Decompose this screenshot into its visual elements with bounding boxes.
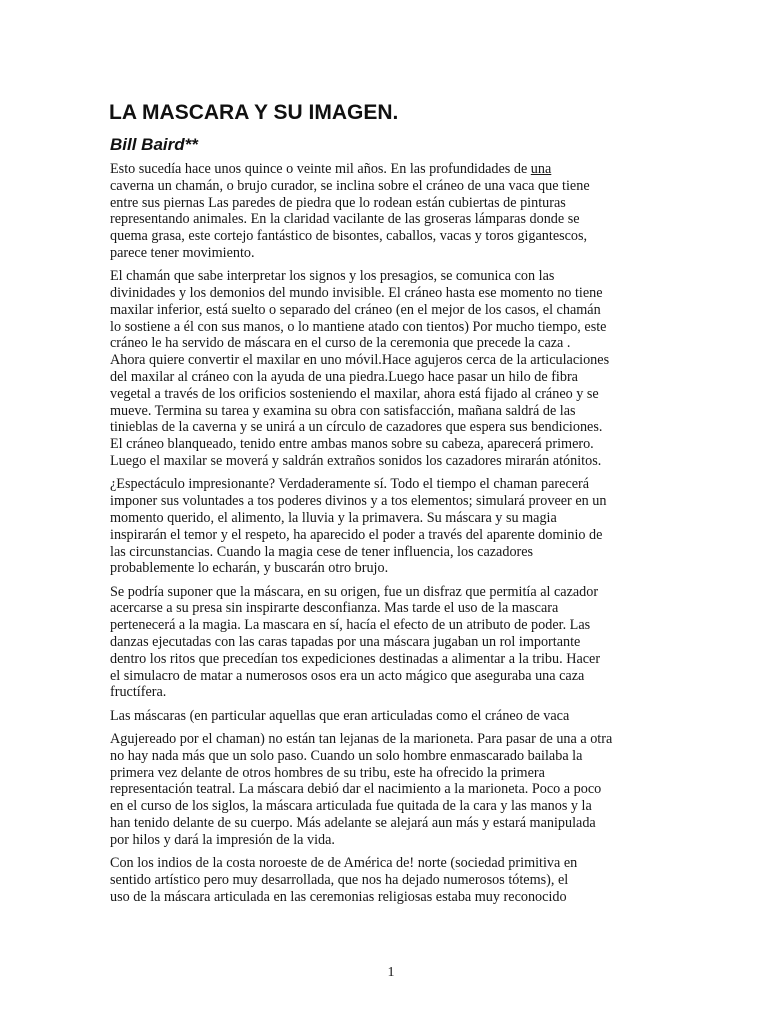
text-line: danzas ejecutadas con las caras tapadas por una máscara jugaban un rol importante [110, 634, 581, 651]
paragraph-4 [110, 584, 670, 702]
text-line: Las máscaras (en particular aquellas que eran articuladas como el cráneo de vaca [110, 707, 570, 724]
text-line: entre sus piernas Las paredes de piedra que lo rodean están cubiertas de pinturas [110, 194, 566, 211]
paragraph-1 [110, 161, 670, 262]
paragraph-2 [110, 268, 670, 470]
text-line: en el curso de los siglos, la máscara articulada fue quitada de la cara y las manos y la [110, 798, 592, 815]
text-line: ¿Espectáculo impresionante? Verdaderamente sí. Todo el tiempo el chaman parecerá [110, 476, 590, 493]
text-line: no hay nada más que un solo paso. Cuando un solo hombre enmascarado bailaba la [110, 747, 583, 764]
text-line: maxilar inferior, está suelto o separado del cráneo (en el mejor de los casos, el chamán [110, 301, 601, 318]
text-line: del maxilar al cráneo con la ayuda de una piedra.Luego hace pasar un hilo de fibra [110, 369, 578, 386]
text-line: Luego el maxilar se moverá y saldrán extraños sonidos los cazadores mirarán atónitos. [110, 453, 602, 470]
text-line: uso de la máscara articulada en las ceremonias religiosas estaba muy reconocido [110, 888, 567, 905]
text-line: pertenecerá a la magia. La mascara en sí, hacía el efecto de un atributo de poder. Las [110, 617, 591, 634]
page-number: 1 [387, 965, 395, 980]
text-line: quema grasa, este cortejo fantástico de bisontes, caballos, vacas y toros gigantescos, [110, 228, 588, 245]
text-line: Agujereado por el chaman) no están tan lejanas de la marioneta. Para pasar de una a otra [110, 731, 613, 747]
text-line: probablemente lo echarán, y buscarán otro brujo. [110, 560, 389, 577]
text-line: fructífera. [110, 684, 167, 701]
text-line: el simulacro de matar a numerosos osos era un acto mágico que aseguraba una caza [110, 667, 585, 684]
text-line: parece tener movimiento. [110, 244, 255, 261]
paragraph-3 [110, 476, 670, 577]
text-line: tinieblas de la caverna y se unirá a un círculo de cazadores que espera sus bendiciones. [110, 419, 603, 436]
article-body [110, 161, 670, 912]
text-line: lo sostiene a él con sus manos, o lo mantiene atado con tientos) Por mucho tiempo, este [110, 318, 607, 335]
text-line: dentro los ritos que precedían tos expediciones destinadas a alimentar a la tribu. Hacer [110, 650, 601, 667]
paragraph-6 [110, 731, 670, 849]
text-line: divinidades y los demonios del mundo invisible. El cráneo hasta ese momento no tiene [110, 285, 603, 302]
text-line: caverna un chamán, o brujo curador, se inclina sobre el cráneo de una vaca que tiene [110, 177, 590, 194]
text-line: sentido artístico pero muy desarrollada, que nos ha dejado numerosos tótems), el [110, 871, 569, 888]
paragraph-5 [110, 708, 670, 725]
text-line: El cráneo blanqueado, tenido entre ambas manos sobre su cabeza, aparecerá primero. [110, 436, 594, 453]
text-line: momento querido, el alimento, la lluvia y la primavera. Su máscara y su magia [110, 509, 557, 526]
paragraph-7 [110, 855, 670, 905]
text-line: imponer sus voluntades a tos poderes divinos y a tos elementos; simulará proveer en un [110, 493, 607, 510]
underlined-word: una [530, 161, 552, 177]
text-line: mueve. Termina su tarea y examina su obra con satisfacción, mañana saldrá de las [110, 402, 576, 419]
text-line: Ahora quiere convertir el maxilar en uno móvil.Hace agujeros cerca de la articulaciones [110, 352, 610, 369]
text-line: Se podría suponer que la máscara, en su origen, fue un disfraz que permitía al cazador [110, 583, 599, 600]
text-line: vegetal a través de los orificios sosteniendo el maxilar, ahora está fijado al cráneo y se [110, 385, 599, 402]
text-line: las circunstancias. Cuando la magia cese de tener influencia, los cazadores [110, 543, 534, 560]
text-line: Esto sucedía hace unos quince o veinte mil años. En las profundidades de una [110, 161, 552, 177]
text-line: El chamán que sabe interpretar los signos y los presagios, se comunica con las [110, 268, 555, 285]
text-line: cráneo le ha servido de máscara en el curso de la ceremonia que precede la caza . [110, 335, 571, 352]
text-line: Con los indios de la costa noroeste de de América de! norte (sociedad primitiva en [110, 855, 578, 872]
document-title: LA MASCARA Y SU IMAGEN. [109, 101, 399, 124]
text-line: primera vez delante de otros hombres de su tribu, este ha ofrecido la primera [110, 764, 545, 781]
author-name: Bill Baird** [110, 135, 198, 154]
text-line: por hilos y dará la impresión de la vida. [110, 831, 335, 848]
text-line: acercarse a su presa sin inspirarte desconfianza. Mas tarde el uso de la mascara [110, 600, 559, 617]
text-line: representación teatral. La máscara debió dar el nacimiento a la marioneta. Poco a poco [110, 781, 602, 798]
text-line: inspirarán el temor y el respeto, ha aparecido el poder a través del aparente dominio de [110, 526, 603, 543]
text-line: han tenido delante de su cuerpo. Más adelante se alejará aun más y estará manipulada [110, 814, 596, 831]
text-line: representando animales. En la claridad vacilante de las groseras lámparas donde se [110, 211, 580, 228]
